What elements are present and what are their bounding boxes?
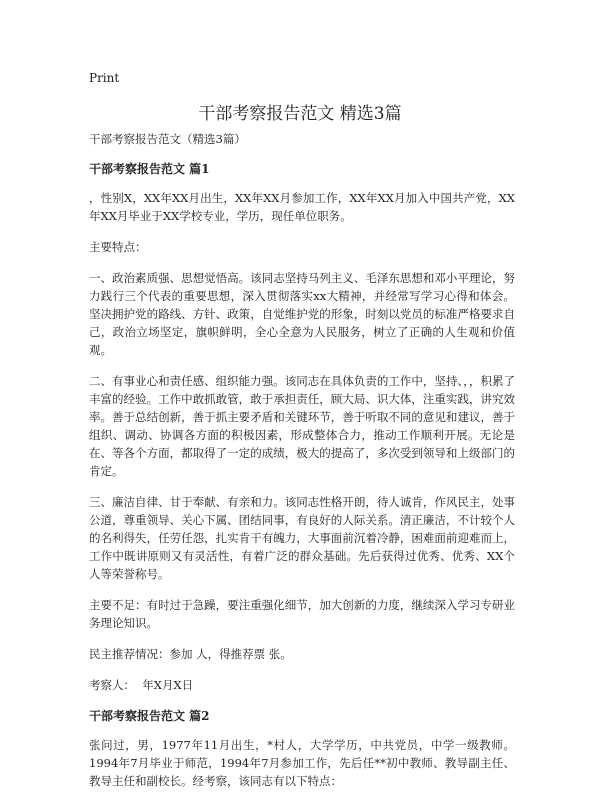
section2-intro: 张问过，男，1977年11月出生，*村人，大学学历，中共党员，中学一级教师。1994年7月毕业于师范，1994年7月参加工作，先后任**初中教师、教导副主任、教导主任和副校长。经考察，该同志有以下特点： (89, 738, 515, 788)
point-1: 一、政治素质强、思想觉悟高。该同志坚持马列主义、毛泽东思想和邓小平理论，努力践行三个代表的重要思想，深入贯彻落实xx大精神，并经常写学习心得和体会。坚决拥护党的路线、方针、政策，自觉维护党的形象，时刻以党员的标准严格要求自己，政治立场坚定，旗帜鲜明，全心全意为人民服务，树立了正确的人生观和价值观。 (89, 271, 515, 357)
shortcomings-paragraph: 主要不足：有时过于急躁，要注重强化细节，加大创新的力度，继续深入学习专研业务理论知识。 (89, 598, 515, 630)
section1-intro: ，性别X，XX年XX月出生，XX年XX月参加工作，XX年XX月加入中国共产党，XX年XX月毕业于XX学校专业，学历，现任单位职务。 (89, 191, 515, 223)
inspector-line: 考察人： 年X月X日 (89, 678, 194, 692)
point-3: 三、廉洁自律、甘于奉献、有亲和力。该同志性格开朗，待人诚肯，作风民主，处事公道，尊重领导、关心下属、团结同事，有良好的人际关系。清正廉洁，不计较个人的名利得失，任劳任怨，扎实肯干有魄力，大事面前沉着冷静，困难面前迎难而上，工作中既讲原则又有灵活性，有着广泛的群众基础。先后获得过优秀、优秀、XX个人等荣誉称号。 (89, 495, 515, 581)
page-title: 干部考察报告范文 精选3篇 (198, 104, 402, 124)
document-body (89, 130, 515, 803)
features-label: 主要特点： (89, 240, 147, 254)
section-heading-2: 干部考察报告范文 篇2 (89, 709, 210, 723)
print-link[interactable]: Print (89, 71, 120, 85)
section-heading-1: 干部考察报告范文 篇1 (89, 162, 210, 176)
document-subtitle: 干部考察报告范文（精选3篇） (89, 132, 246, 146)
recommendation-paragraph: 民主推荐情况：参加 人，得推荐票 张。 (89, 647, 292, 661)
point-2: 二、有事业心和责任感、组织能力强。该同志在具体负责的工作中，坚持、，，积累了丰富的经验。工作中敢抓敢管，敢于承担责任，顾大局、识大体，注重实践，讲究效率。善于总结创新，善于抓主要矛盾和关键环节，善于听取不同的意见和建议，善于组织、调动、协调各方面的积极因素，形成整体合力，推动工作顺利开展。无论是在、等各个方面，都取得了一定的成绩，极大的提高了，多次受到领导和上级部门的肯定。 (89, 374, 515, 478)
